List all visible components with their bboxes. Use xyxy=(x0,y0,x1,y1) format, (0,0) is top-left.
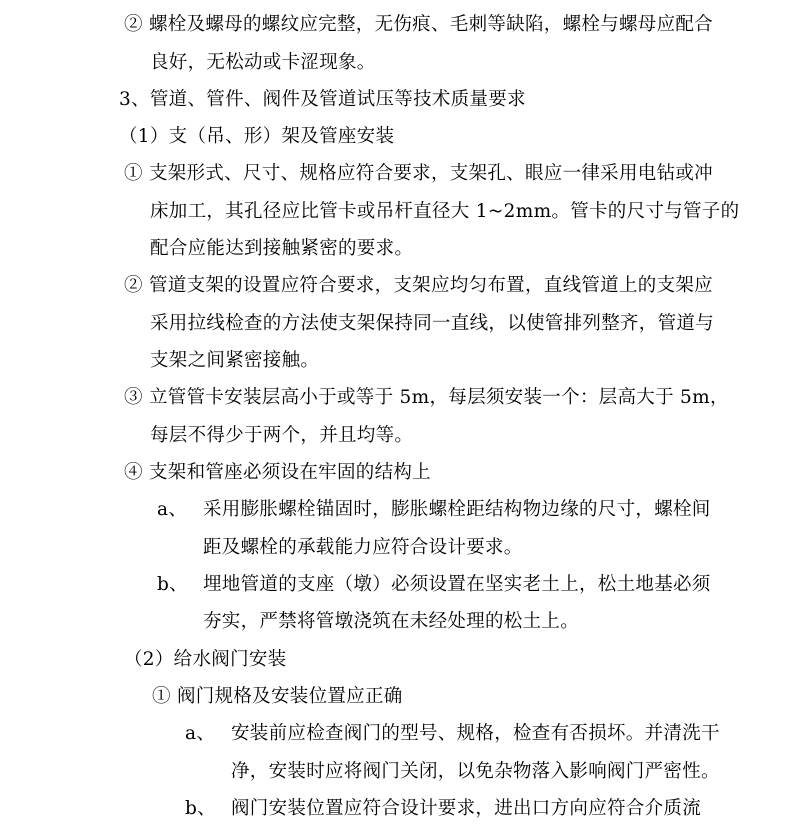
text-line: ③ 立管管卡安装层高小于或等于 5m，每层须安装一个：层高大于 5m， xyxy=(124,387,729,408)
subsection-heading: （1）支（吊、形）架及管座安装 xyxy=(119,126,395,147)
text-line: ① 阀门规格及安装位置应正确 xyxy=(152,686,403,707)
text-line: 床加工，其孔径应比管卡或吊杆直径大 1~2mm。管卡的尺寸与管子的 xyxy=(150,201,740,222)
text-line: 安装前应检查阀门的型号、规格，检查有否损坏。并清洗干 xyxy=(231,723,720,744)
text-line: ② 管道支架的设置应符合要求，支架应均匀布置，直线管道上的支架应 xyxy=(124,275,713,296)
list-marker: b、 xyxy=(185,798,216,819)
text-line: ④ 支架和管座必须设在牢固的结构上 xyxy=(124,462,431,483)
list-marker: a、 xyxy=(185,723,216,744)
text-line: ① 支架形式、尺寸、规格应符合要求，支架孔、眼应一律采用电钻或冲 xyxy=(124,163,713,184)
text-line: 支架之间紧密接触。 xyxy=(150,350,320,371)
text-line: 阀门安装位置应符合设计要求，进出口方向应符合介质流 xyxy=(231,798,702,819)
text-line: ② 螺栓及螺母的螺纹应完整，无伤痕、毛刺等缺陷，螺栓与螺母应配合 xyxy=(124,14,713,35)
text-line: 埋地管道的支座（墩）必须设置在坚实老土上，松土地基必须 xyxy=(203,574,711,595)
text-line: 采用膨胀螺栓锚固时，膨胀螺栓距结构物边缘的尺寸，螺栓间 xyxy=(203,499,711,520)
text-line: 距及螺栓的承载能力应符合设计要求。 xyxy=(203,537,523,558)
text-line: 每层不得少于两个，并且均等。 xyxy=(150,425,414,446)
text-line: 净，安装时应将阀门关闭，以免杂物落入影响阀门严密性。 xyxy=(231,761,720,782)
list-marker: b、 xyxy=(157,574,188,595)
text-line: 配合应能达到接触紧密的要求。 xyxy=(150,238,414,259)
subsection-heading: （2）给水阀门安装 xyxy=(124,649,287,670)
text-line: 夯实，严禁将管墩浇筑在未经处理的松土上。 xyxy=(203,611,580,632)
list-marker: a、 xyxy=(157,499,188,520)
section-heading: 3、管道、管件、阀件及管道试压等技术质量要求 xyxy=(119,89,526,110)
text-line: 良好，无松动或卡涩现象。 xyxy=(150,52,376,73)
text-line: 采用拉线检查的方法使支架保持同一直线，以使管排列整齐，管道与 xyxy=(150,313,715,334)
